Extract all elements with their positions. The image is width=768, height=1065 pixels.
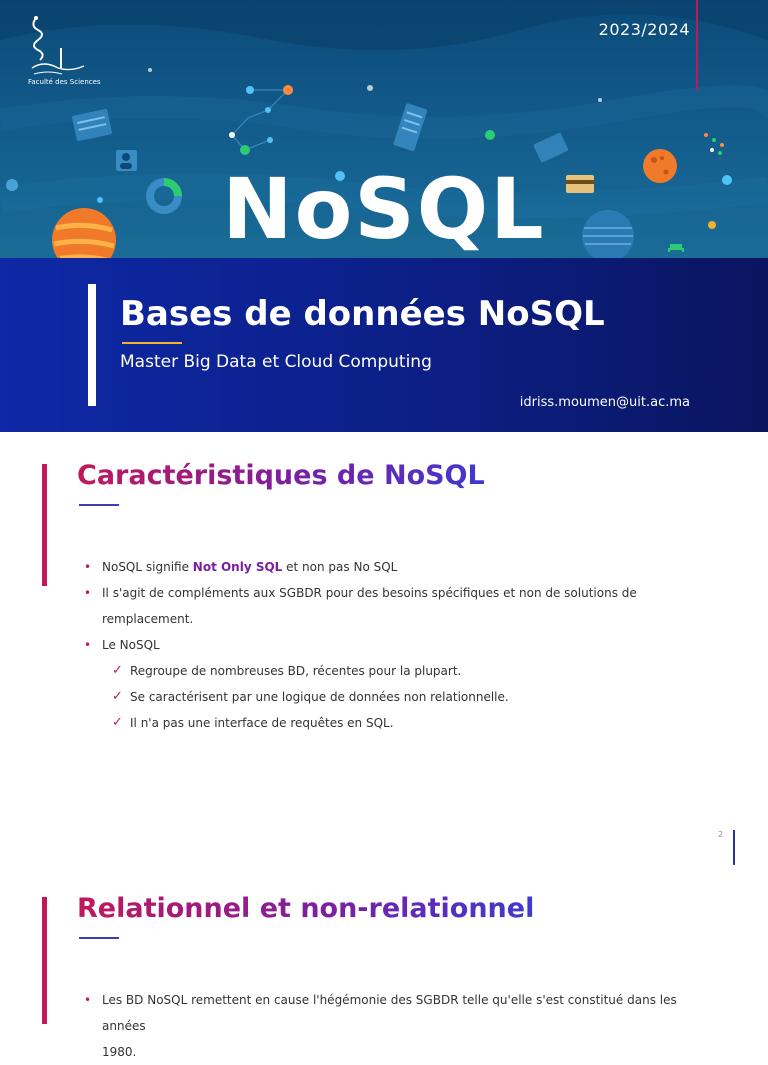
logo-caption: Faculté des Sciences bbox=[28, 78, 101, 86]
slide-accent-bar bbox=[42, 464, 47, 586]
bullet-text: et non pas No SQL bbox=[282, 560, 398, 574]
list-item bbox=[84, 632, 724, 736]
title-band bbox=[0, 258, 768, 432]
bullet-text: NoSQL signifie bbox=[102, 560, 193, 574]
academic-year: 2023/2024 bbox=[598, 20, 690, 39]
checkmark-icon: ✓ bbox=[112, 689, 123, 704]
check-item bbox=[102, 684, 724, 710]
hero-word: NoSQL bbox=[222, 160, 546, 258]
list-item bbox=[84, 580, 724, 606]
slide-accent-bar bbox=[42, 897, 47, 1024]
slide-title-line bbox=[79, 937, 119, 939]
slide-subtitle: Master Big Data et Cloud Computing bbox=[120, 352, 432, 372]
checkmark-icon: ✓ bbox=[112, 663, 123, 678]
slide-title: Caractéristiques de NoSQL bbox=[77, 460, 485, 491]
bullet-text: Le NoSQL bbox=[102, 638, 160, 652]
bullet-list bbox=[84, 554, 724, 736]
title-slide bbox=[0, 0, 768, 432]
check-list bbox=[102, 658, 724, 736]
list-item bbox=[84, 987, 724, 1039]
author-email: idriss.moumen@uit.ac.ma bbox=[519, 395, 690, 410]
page-number-bar bbox=[733, 830, 735, 865]
slide-title: Relationnel et non-relationnel bbox=[77, 893, 535, 924]
slide-relational bbox=[0, 865, 768, 1059]
hero-banner bbox=[0, 0, 768, 258]
bullet-text: Il s'agit de compléments aux SGBDR pour des besoins spécifiques et non de solutions de bbox=[102, 586, 637, 600]
slide-title-line bbox=[79, 504, 119, 506]
page-number: 2 bbox=[718, 830, 724, 839]
check-text: Il n'a pas une interface de requêtes en SQL. bbox=[130, 716, 394, 730]
list-item-continuation bbox=[84, 606, 724, 632]
check-text: Regroupe de nombreuses BD, récentes pour la plupart. bbox=[130, 664, 462, 678]
bullet-text: 1980. bbox=[102, 1045, 137, 1059]
slide-characteristics bbox=[0, 432, 768, 865]
slide-main-title: Bases de données NoSQL bbox=[120, 294, 605, 334]
year-divider bbox=[696, 0, 698, 90]
highlight-text: Not Only SQL bbox=[192, 560, 283, 574]
title-accent-bar bbox=[88, 284, 96, 406]
title-underline bbox=[122, 342, 182, 344]
checkmark-icon: ✓ bbox=[112, 715, 123, 730]
check-text: Se caractérisent par une logique de données non relationnelle. bbox=[130, 690, 509, 704]
bullet-text: Les BD NoSQL remettent en cause l'hégémonie des SGBDR telle qu'elle s'est constitué dans les années bbox=[102, 993, 677, 1033]
check-item bbox=[102, 710, 724, 736]
check-item bbox=[102, 658, 724, 684]
bullet-text: remplacement. bbox=[102, 612, 194, 626]
bullet-list bbox=[84, 987, 724, 1065]
list-item bbox=[84, 554, 724, 580]
list-item-continuation bbox=[84, 1039, 724, 1065]
